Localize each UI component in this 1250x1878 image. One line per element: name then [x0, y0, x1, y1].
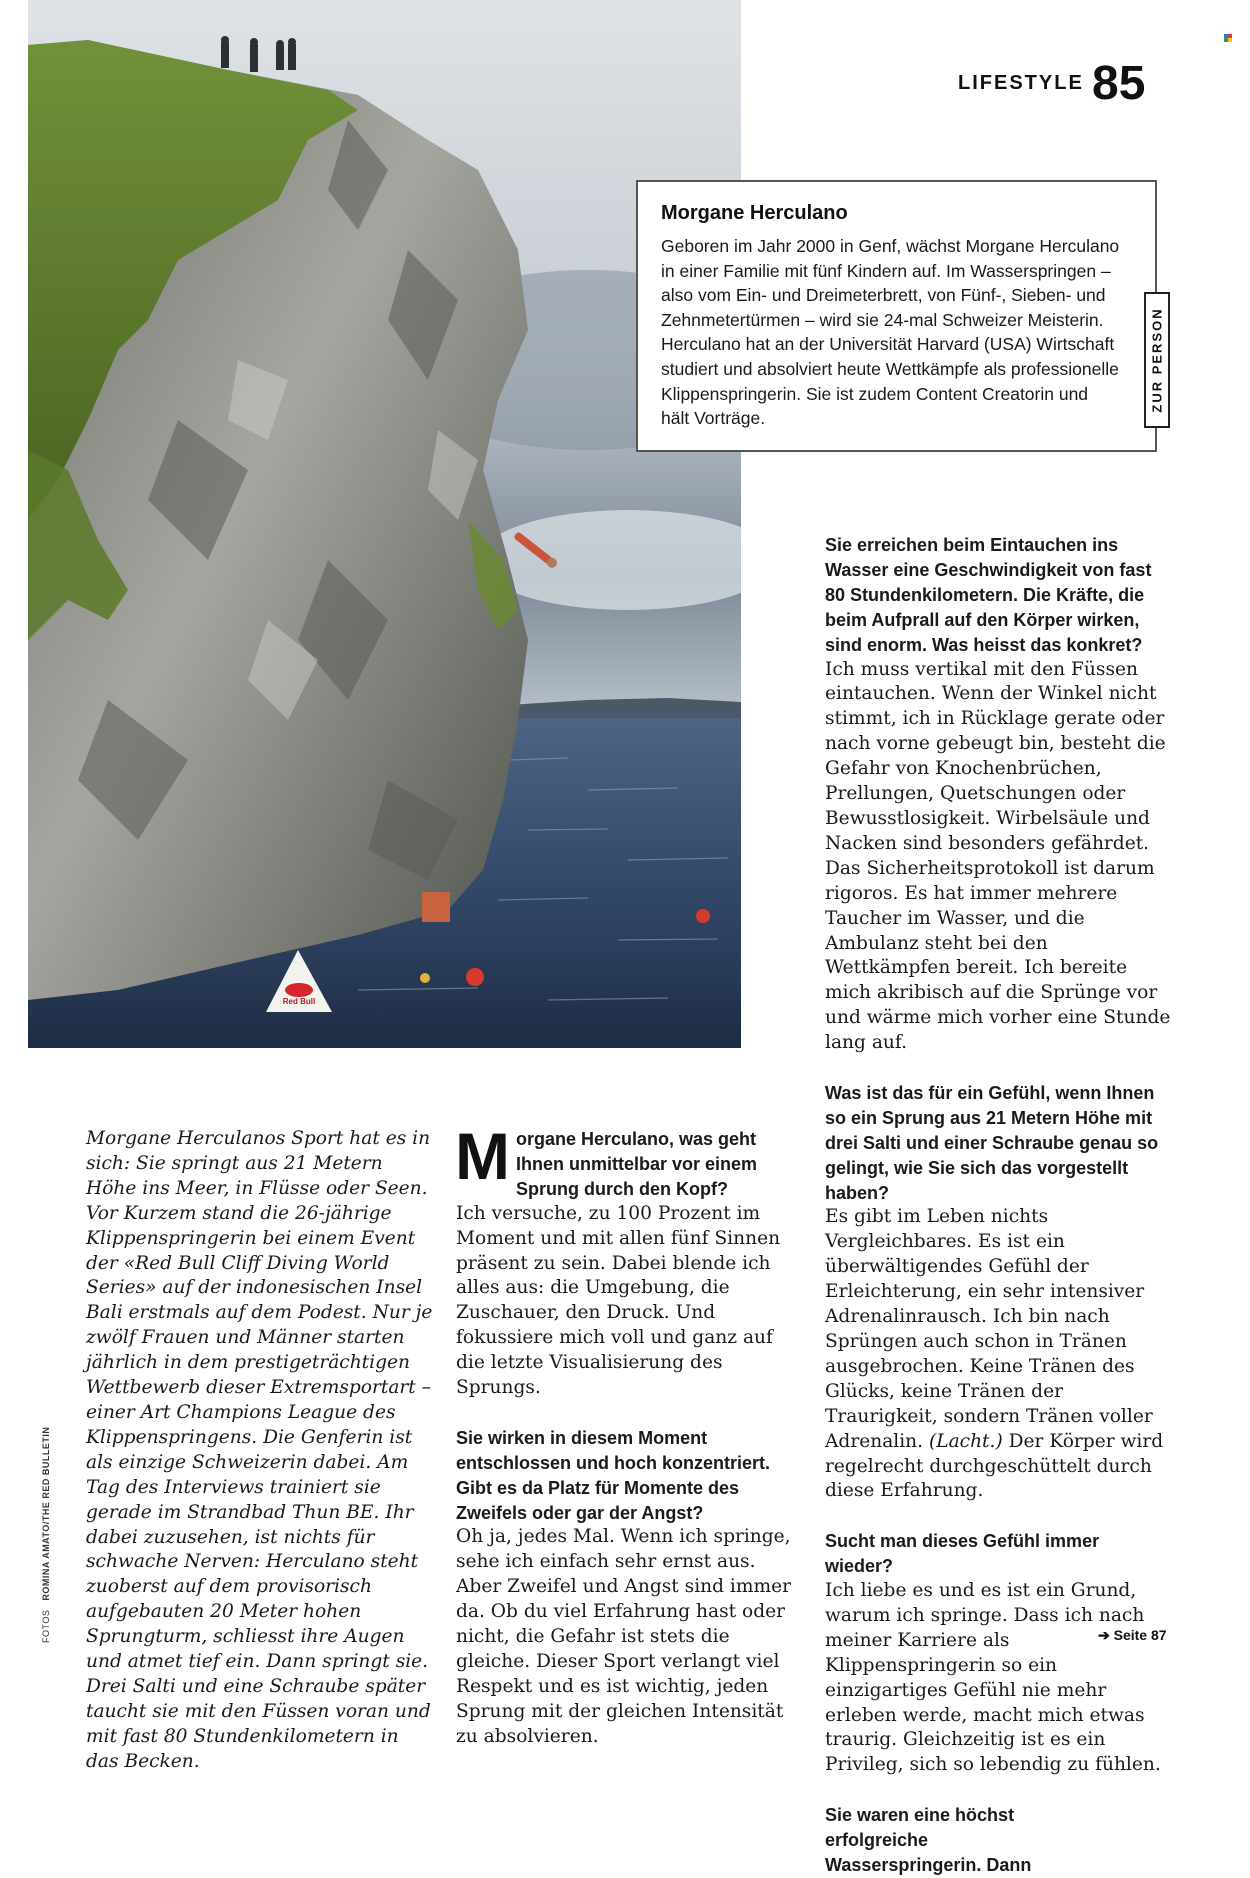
- bio-box: [636, 180, 1157, 452]
- interview-column-middle: [455, 1119, 804, 1750]
- answer-3: Ich muss vertikal mit den Füssen eintauchen. Wenn der Winkel nicht stimmt, ich in Rücklage gerate oder nach vorne gebeugt bin, besteht die Gefahr von Knochenbrüchen, Prellungen, Quetschungen oder Bewusstlosigkeit. Wirbelsäule und Nacken sind besonders gefährdet. Das Sicherheitsprotokoll ist darum rigoros. Es hat immer mehrere Taucher im Wasser, und die Ambulanz steht bei den Wettkämpfen bereit. Ich bereite mich akribisch auf die Sprünge vor und wärme mich vorher eine Stunde lang auf.: [825, 658, 1171, 1054]
- credit-names: ROMINA AMATO/THE RED BULLETIN: [41, 1426, 51, 1601]
- question-1: [455, 1119, 804, 1202]
- answer-5: Ich liebe es und es ist ein Grund, warum ich springe. Dass ich nach meiner Karriere als Klippenspringerin so ein einzigartiges Gefühl nie mehr erleben werde, macht mich etwas traurig. Gleichzeitig ist es ein Privileg, sich so lebendig zu fühlen.: [825, 1580, 1161, 1776]
- answer-4: [825, 1205, 1172, 1504]
- dropcap: M: [455, 1119, 510, 1193]
- section-label: LIFESTYLE: [958, 72, 1084, 94]
- intro-text: Morgane Herculanos Sport hat es in sich: Sie springt aus 21 Metern Höhe ins Meer, in Flüsse oder Seen. Vor Kurzem stand die 26-jährige Klippenspringerin bei einem Event der «Red Bull Cliff Diving World Series» auf der indonesischen Insel Bali erstmals auf dem Podest. Nur je zwölf Frauen und Männer starten jährlich in dem prestigeträchtigen Wettbewerb dieser Extremsportart – einer Art Champions League des Klippenspringens. Die Genferin ist als einzige Schweizerin dabei. Am Tag des Interviews trainiert sie gerade im Strandbad Thun BE. Ihr dabei zuzusehen, ist nichts für schwache Nerven: Herculano steht zuoberst auf dem provisorisch aufgebauten 20 Meter hohen Sprungturm, schliesst ihre Augen und atmet tief ein. Dann springt sie. Drei Salti und eine Schraube später taucht sie mit den Füssen voran und mit fast 80 Stundenkilometern in das Becken.: [86, 1128, 433, 1772]
- photo-credit: [41, 1427, 51, 1643]
- question-1-text: organe Herculano, was geht Ihnen unmittelbar vor einem Sprung durch den Kopf?: [515, 1129, 758, 1199]
- intro-column: [86, 1127, 436, 1775]
- answer-4-laugh: (Lacht.): [928, 1430, 1003, 1452]
- color-mark-icon: [1224, 34, 1233, 43]
- answer-1: Ich versuche, zu 100 Prozent im Moment und mit allen fünf Sinnen präsent zu sein. Dabei blende ich alles aus: die Umgebung, die Zuschauer, den Druck. Und fokussiere mich voll und ganz auf die letzte Visualisierung des Sprungs.: [456, 1202, 781, 1399]
- interview-column-right: [825, 533, 1172, 1878]
- question-3: Sie erreichen beim Eintauchen ins Wasser eine Geschwindigkeit von fast 80 Stundenkilometern. Die Kräfte, die beim Aufprall auf den Körper wirken, sind enorm. Was heisst das konkret?: [825, 535, 1152, 655]
- question-4: Was ist das für ein Gefühl, wenn Ihnen so ein Sprung aus 21 Metern Höhe mit drei Salti und einer Schraube genau so gelingt, wie Sie sich das vorgestellt haben?: [825, 1082, 1159, 1203]
- buoy-logo-text: Red Bull: [282, 997, 316, 1006]
- answer-2: Oh ja, jedes Mal. Wenn ich springe, sehe ich einfach sehr ernst aus. Aber Zweifel und Angst sind immer da. Ob du viel Erfahrung hast oder nicht, die Gefahr ist stets die gleiche. Dieser Sport verlangt viel Respekt und es ist wichtig, jeden Sprung mit der gleichen Intensität zu absolvieren.: [456, 1526, 792, 1747]
- bio-title: Morgane Herculano: [661, 202, 848, 224]
- question-2: Sie wirken in diesem Moment entschlossen und hoch konzentriert. Gibt es da Platz für Momente des Zweifels oder gar der Angst?: [456, 1427, 771, 1523]
- page-number: 85: [1092, 57, 1146, 110]
- cliff-diving-photo: [28, 0, 741, 1048]
- continued-link[interactable]: ➔ Seite 87: [1098, 1627, 1167, 1643]
- answer-4-text: Es gibt im Leben nichts Vergleichbares. Es ist ein überwältigendes Gefühl der Erleichterung, ein sehr intensiver Adrenalinrausch. Ich bin nach Sprüngen auch schon in Tränen ausgebrochen. Keine Tränen des Glücks, keine Tränen der Traurigkeit, sondern Tränen voller Adrenalin.: [825, 1206, 1153, 1452]
- credit-label: FOTOS: [41, 1609, 51, 1643]
- answer-4-end: Der Körper wird regelrecht durchgeschüttelt durch diese Erfahrung.: [825, 1430, 1164, 1502]
- bio-tab-label: ZUR PERSON: [1149, 307, 1165, 413]
- question-5: Sucht man dieses Gefühl immer wieder?: [825, 1531, 1100, 1577]
- bio-tab: [1144, 292, 1170, 428]
- bio-text: Geboren im Jahr 2000 in Genf, wächst Morgane Herculano in einer Familie mit fünf Kindern auf. Im Wasserspringen – also vom Ein- und Dreimeterbrett, von Fünf-, Sieben- und Zehnmetertürmen – wird sie 24-mal Schweizer Meisterin. Herculano hat an der Universität Harvard (USA) Wirtschaft studiert und absolviert heute Wettkämpfe als professionelle Klippenspringerin. Sie ist zudem Content Creatorin und hält Vorträge.: [661, 236, 1120, 429]
- question-6: Sie waren eine höchst erfolgreiche Wasserspringerin. Dann: [825, 1805, 1032, 1875]
